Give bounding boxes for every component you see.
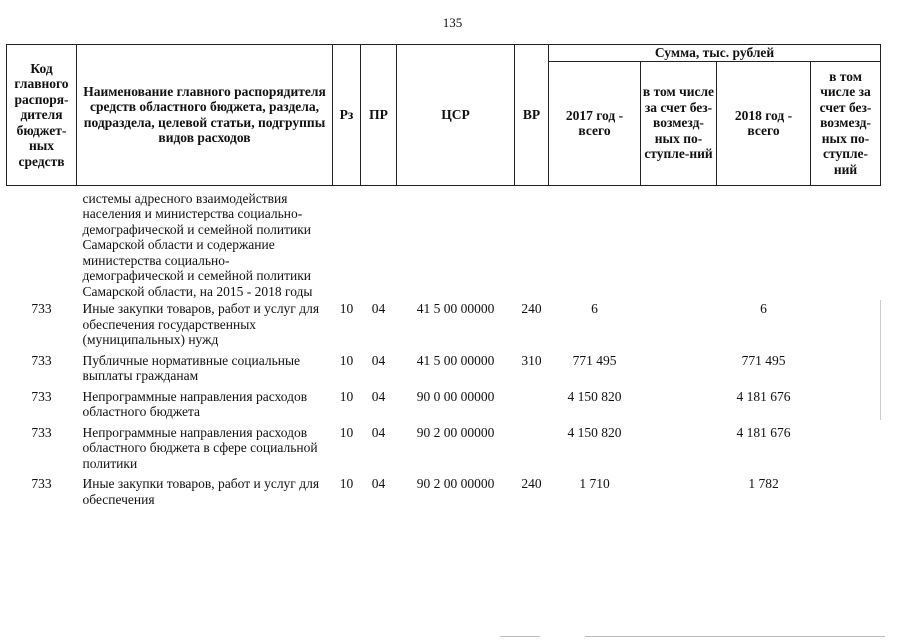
cell-vr <box>515 387 549 423</box>
continuation-text: системы адресного взаимодействия населения и министерства социально-демографической и семейной политики Самарской области и содержание министерства социально-демографической и семейной политики Самарской области, на 2015 - 2018 годы <box>82 190 313 299</box>
table-row <box>7 423 881 475</box>
cell-code: 733 <box>31 352 52 368</box>
cell-2017-free <box>641 423 717 475</box>
cell-2018-total: 4 181 676 <box>736 388 791 404</box>
cell-2018-total: 4 181 676 <box>736 424 791 440</box>
table-row <box>7 299 881 351</box>
cell-vr: 240 <box>521 301 542 316</box>
cell-2017-total: 4 150 820 <box>567 424 622 440</box>
cell-2017-free <box>641 299 717 351</box>
cell-code: 733 <box>31 388 52 404</box>
cell-pr: 04 <box>371 301 386 316</box>
table-header <box>7 45 881 186</box>
table-body <box>7 185 881 510</box>
cell-code: 733 <box>31 301 52 316</box>
cell-pr: 04 <box>371 352 386 368</box>
cell-2017-total: 771 495 <box>572 352 617 368</box>
cell-rz: 10 <box>339 424 354 440</box>
header-2017-total: 2017 год - всего <box>549 61 641 185</box>
cell-vr: 240 <box>521 476 542 491</box>
table-row <box>7 351 881 387</box>
cell-name: Иные закупки товаров, работ и услуг для обеспечения <box>82 476 320 507</box>
cell-rz: 10 <box>339 388 354 404</box>
header-name: Наименование главного распорядителя средств областного бюджета, раздела, подраздела, целевой статьи, подгруппы видов расходов <box>77 45 333 186</box>
page-number: 135 <box>442 15 463 30</box>
scan-artifact-mark <box>880 300 881 420</box>
cell-2017-free <box>641 474 717 510</box>
cell-2018-total: 771 495 <box>741 352 786 368</box>
cell-name: Непрограммные направления расходов областного бюджета в сфере социальной политики <box>82 424 318 471</box>
table-row <box>7 387 881 423</box>
header-2017-free: в том числе за счет без-возмезд-ных по-ступле-ний <box>641 61 717 185</box>
cell-2017-total: 1 710 <box>579 476 610 491</box>
cell-2017-free <box>641 387 717 423</box>
cell-2018-free <box>811 299 881 351</box>
cell-name: Иные закупки товаров, работ и услуг для обеспечения государственных (муниципальных) нужд <box>82 301 320 347</box>
budget-table <box>6 44 881 510</box>
cell-2017-free <box>641 351 717 387</box>
cell-2017-total: 6 <box>591 301 598 316</box>
cell-2018-free <box>811 351 881 387</box>
cell-2018-free <box>811 423 881 475</box>
cell-2018-free <box>811 387 881 423</box>
cell-2017-total: 4 150 820 <box>567 388 622 404</box>
cell-pr: 04 <box>371 388 386 404</box>
header-pr: ПР <box>361 45 397 186</box>
cell-pr: 04 <box>371 424 386 440</box>
cell-csr: 90 0 00 00000 <box>416 388 495 404</box>
scan-artifact-line <box>585 636 885 637</box>
header-2018-total: 2018 год - всего <box>717 61 811 185</box>
cell-csr: 90 2 00 00000 <box>416 476 495 491</box>
header-2018-free: в том числе за счет без-возмезд-ных по-ступле-ний <box>811 61 881 185</box>
cell-code: 733 <box>31 476 52 491</box>
cell-rz: 10 <box>339 476 354 491</box>
cell-csr: 90 2 00 00000 <box>416 424 495 440</box>
cell-rz: 10 <box>339 352 354 368</box>
header-code: Код главного распоря-дителя бюджет-ных средств <box>7 45 77 186</box>
header-rz: Рз <box>333 45 361 186</box>
cell-vr: 310 <box>521 352 542 368</box>
table-row <box>7 474 881 510</box>
continuation-row <box>7 185 881 299</box>
cell-2018-total: 6 <box>760 301 767 316</box>
cell-code: 733 <box>31 424 52 440</box>
cell-csr: 41 5 00 00000 <box>416 301 495 316</box>
cell-2018-free <box>811 474 881 510</box>
header-vr: ВР <box>515 45 549 186</box>
header-csr: ЦСР <box>397 45 515 186</box>
cell-pr: 04 <box>371 476 386 491</box>
scan-artifact-line <box>500 636 540 637</box>
cell-name: Непрограммные направления расходов областного бюджета <box>82 388 308 419</box>
cell-name: Публичные нормативные социальные выплаты гражданам <box>82 352 301 383</box>
cell-rz: 10 <box>339 301 354 316</box>
cell-csr: 41 5 00 00000 <box>416 352 495 368</box>
header-sum: Сумма, тыс. рублей <box>549 45 881 62</box>
cell-2018-total: 1 782 <box>748 476 779 491</box>
cell-vr <box>515 423 549 475</box>
